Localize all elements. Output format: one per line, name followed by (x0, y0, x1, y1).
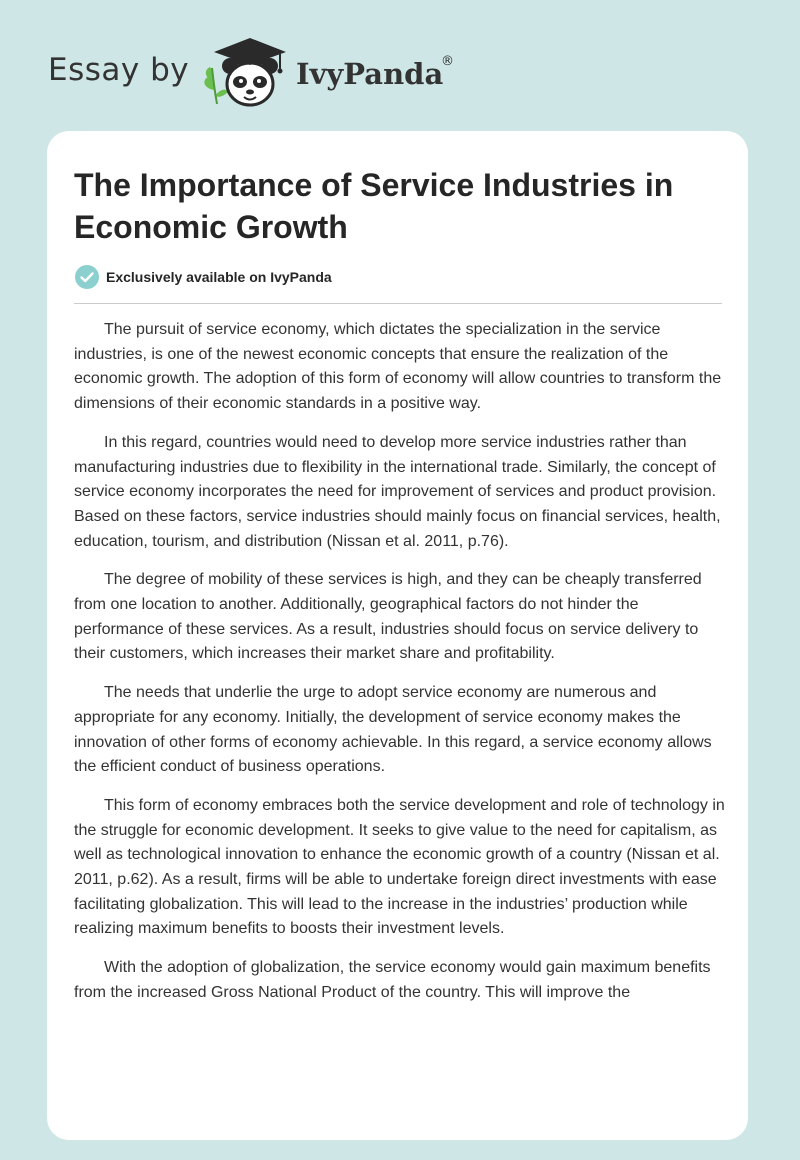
essay-title: The Importance of Service Industries in Economic Growth (74, 167, 674, 245)
registered-mark: ® (441, 54, 454, 69)
check-circle-icon (74, 264, 100, 290)
panda-graduate-logo-icon[interactable] (200, 32, 292, 112)
body-paragraph: The needs that underlie the urge to adopt service economy are numerous and appropriate for any economy. Initially, the development of service economy makes the innovation of other forms of economy achievable. In this regard, a service economy allows the efficient conduct of business operations. (74, 684, 712, 776)
body-paragraph: The pursuit of service economy, which dictates the specialization in the service industries, is one of the newest economic concepts that ensure the realization of the economic growth. The adoption of this form of economy will allow countries to transform the dimensions of their economic standards in a positive way. (74, 321, 722, 413)
divider (74, 303, 722, 304)
site-header (0, 0, 800, 128)
brand-prefix: Essay by (48, 52, 190, 88)
body-paragraph: With the adoption of globalization, the service economy would gain maximum benefits from the increased Gross National Product of the country. This will improve the (74, 959, 711, 1001)
body-paragraph: The degree of mobility of these services is high, and they can be cheaply transferred from one location to another. Additionally, geographical factors do not hinder the performance of these services. As a result, industries should focus on service delivery to their customers, which increases their market share and profitability. (74, 571, 702, 663)
body-paragraph: This form of economy embraces both the service development and role of technology in the struggle for economic development. It seeks to give value to the need for capitalism, as well as technological innovation to enhance the economic growth of a country (Nissan et al. 2011, p.62). As a result, firms will be able to undertake foreign direct investments with ease facilitating globalization. This will lead to the increase in the industries’ production while realizing maximum benefits to boosts their investment levels. (74, 796, 725, 938)
body-paragraph: In this regard, countries would need to develop more service industries rather than manufacturing industries due to flexibility in the international trade. Similarly, the concept of service economy incorporates the need for improvement of services and product provision. Based on these factors, service industries should mainly focus on financial services, health, education, tourism, and distribution (Nissan et al. 2011, p.76). (74, 433, 721, 550)
exclusive-badge (74, 264, 332, 290)
brand-name[interactable]: IvyPanda (296, 57, 444, 91)
exclusive-badge-label: Exclusively available on IvyPanda (106, 269, 332, 285)
essay-card (47, 131, 748, 1140)
essay-body (74, 318, 726, 1020)
